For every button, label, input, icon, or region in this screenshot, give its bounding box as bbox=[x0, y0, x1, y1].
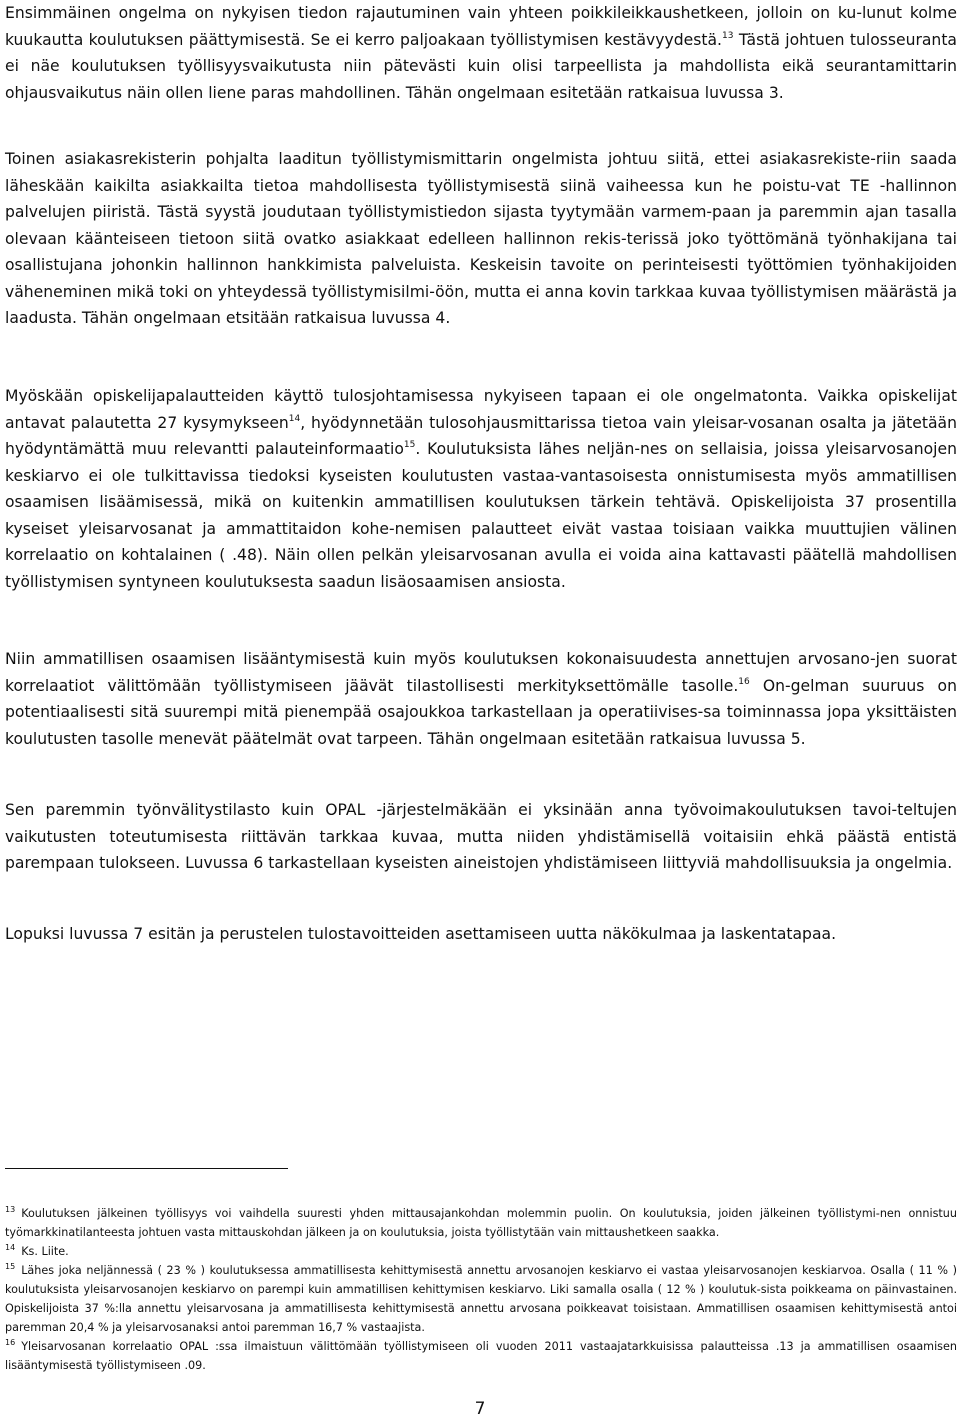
paragraph-text: Sen paremmin työnvälitystilasto kuin OPAL -järjestelmäkään ei yksinään anna työvoimakoulutuksen tavoi-teltujen vaikutusten toteutumisesta riittävän tarkkaa kuvaa, mutta niiden yhdistämisellä voitaisiin ehkä päästä entistä parempaan tulokseen. Luvussa 6 tarkastellaan kyseisten aineistojen yhdistämiseen liittyviä mahdollisuuksia ja ongelmia. bbox=[5, 801, 957, 872]
footnote-14 bbox=[5, 1242, 957, 1261]
footnote-text: Lähes joka neljännessä ( 23 % ) koulutuksessa ammatillisesta kehittymisestä annettu arvosanojen keskiarvo ei vastaa yleisarvosanojen keskiarvoa. Osalla ( 11 % ) koulutuksista yleisarvosanojen keskiarvo on parempi kuin ammatillisen kehittymisen keskiarvo. Liki samalla osalla ( 12 % ) koulutuk-sista poikkeama on päinvastainen. Opiskelijoista 37 %:lla annettu yleisarvosana ja ammatillisesta kehittymisestä annettu arvosana poikkeavat toisistaan. Ammatillisen osaamisen kehittymisestä antoi paremman 20,4 % ja yleisarvosanaksi antoi paremman 16,7 % vastaajista. bbox=[5, 1264, 957, 1334]
footnote-13 bbox=[5, 1204, 957, 1242]
footnote-reference-16[interactable]: 16 bbox=[738, 676, 750, 687]
paragraph-text: , hyödynnetään tulosohjausmittarissa tietoa vain yleisar-vosanan osalta ja jätetään hyödyntämättä muu relevantti palauteinformaatio bbox=[5, 413, 957, 458]
paragraph-text: Tästä johtuen tulosseuranta ei näe koulutuksen työllisyysvaikutusta niin pätevästi kuin olisi tarpeellista ja mahdollista eikä seurantamittarin ohjausvaikutus näin ollen liene paras mahdollinen. Tähän ongelmaan esitetään ratkaisua luvussa 3. bbox=[5, 30, 957, 102]
paragraph-text: . Koulutuksista lähes neljän-nes on sellaisia, joissa yleisarvosanojen keskiarvo ei ole tulkittavissa tiedoksi kyseisten koulutusten vastaa-vantasoisesta onnistumisesta myös ammatillisen osaamisen lisäämisessä, mikä on kuitenkin ammatillisen koulutuksen tärkein tehtävä. Opiskelijoista 37 prosentilla kyseiset yleisarvosanat ja ammattitaidon kohe-nemisen palautteet eivät vastaa toisiaan vaikka muuttujien välinen korrelaatio on kohtalainen ( .48). Näin ollen pelkän yleisarvosanan avulla ei voida aina kattavasti päätellä mahdollisen työllistymisen syntyneen koulutuksesta saadun lisäosaamisen ansiosta. bbox=[5, 440, 957, 591]
footnote-reference-14[interactable]: 14 bbox=[288, 413, 301, 424]
body-paragraph-6 bbox=[5, 921, 957, 948]
footnote-text: Yleisarvosanan korrelaatio OPAL :ssa ilmaistuun välittömään työllistymiseen oli vuoden 2011 vastaajatarkkuisissa palautteissa .13 ja ammatillisen osaamisen lisääntymisestä työllistymiseen .09. bbox=[5, 1340, 957, 1372]
footnote-number: 15 bbox=[5, 1262, 16, 1271]
body-paragraph-4 bbox=[5, 646, 957, 752]
paragraph-text: Ensimmäinen ongelma on nykyisen tiedon rajautuminen vain yhteen poikkileikkaushetkeen, jolloin on ku-lunut kolme kuukautta koulutuksen päättymisestä. Se ei kerro paljoakaan työllistymisen kestävyydestä. bbox=[5, 4, 957, 49]
footnotes-section bbox=[5, 1204, 957, 1375]
body-paragraph-3 bbox=[5, 383, 957, 595]
footnote-reference-15[interactable]: 15 bbox=[403, 440, 416, 450]
footnote-separator bbox=[5, 1168, 288, 1169]
page-number: 7 bbox=[474, 1399, 486, 1419]
body-paragraph-5 bbox=[5, 797, 957, 877]
paragraph-text: Lopuksi luvussa 7 esitän ja perustelen tulostavoitteiden asettamiseen uutta näkökulmaa ja laskentatapaa. bbox=[5, 925, 837, 943]
footnote-number: 13 bbox=[5, 1205, 16, 1214]
paragraph-text: Toinen asiakasrekisterin pohjalta laaditun työllistymismittarin ongelmista johtuu siitä, ettei asiakasrekiste-riin saada läheskään kaikilta asiakkailta tietoa mahdollisesta työllistymisestä siinä vaiheessa kun he poistu-vat TE -hallinnon palvelujen piiristä. Tästä syystä joudutaan työllistymistiedon sijasta tyytymään varmem-paan ja paremmin ajan tasalla olevaan käänteiseen tietoon siitä ovatko asiakkaat edelleen hallinnon rekis-terissä joko työttömänä työnhakijana tai osallistujana johonkin hallinnon hankkimista palveluista. Keskeisin tavoite on perinteisesti työttömien työnhakijoiden väheneminen mikä toki on yhteydessä työllistymisilmi-öön, mutta ei anna kovin tarkkaa kuvaa työllistymisen määrästä ja laadusta. Tähän ongelmaan etsitään ratkaisua luvussa 4. bbox=[5, 150, 957, 327]
paragraph-text: On-gelman suuruus on potentiaalisesti sitä suurempi mitä pienempää osajoukkoa tarkastellaan ja operatiivises-sa toiminnassa jopa yksittäisten koulutusten tasolle menevät päätelmät ovat tarpeen. Tähän ongelmaan esitetään ratkaisua luvussa 5. bbox=[5, 676, 957, 748]
footnote-text: Koulutuksen jälkeinen työllisyys voi vaihdella suuresti yhden mittausajankohdan molemmin puolin. On koulutuksia, joiden jälkeinen työllistymi-nen onnistuu työmarkkinatilanteesta johtuen vasta mittauskohdan jälkeen ja on koulutuksia, joista työllistytään vain mittaushetkeen saakka. bbox=[5, 1207, 957, 1239]
paragraph-text: Niin ammatillisen osaamisen lisääntymisestä kuin myös koulutuksen kokonaisuudesta annettujen arvosano-jen suorat korrelaatiot välittömään työllistymiseen jäävät tilastollisesti merkityksettömälle tasolle. bbox=[5, 650, 957, 695]
footnote-number: 16 bbox=[5, 1338, 16, 1347]
footnote-number: 14 bbox=[5, 1243, 16, 1252]
footnote-15 bbox=[5, 1261, 957, 1337]
footnote-text: Ks. Liite. bbox=[21, 1245, 69, 1258]
body-paragraph-1 bbox=[5, 0, 957, 106]
footnote-16 bbox=[5, 1337, 957, 1375]
paragraph-text: Myöskään opiskelijapalautteiden käyttö tulosjohtamisessa nykyiseen tapaan ei ole ongelmatonta. Vaikka opiskelijat antavat palautetta 27 kysymykseen bbox=[5, 387, 957, 432]
body-paragraph-2 bbox=[5, 146, 957, 332]
footnote-reference-13[interactable]: 13 bbox=[722, 30, 734, 41]
